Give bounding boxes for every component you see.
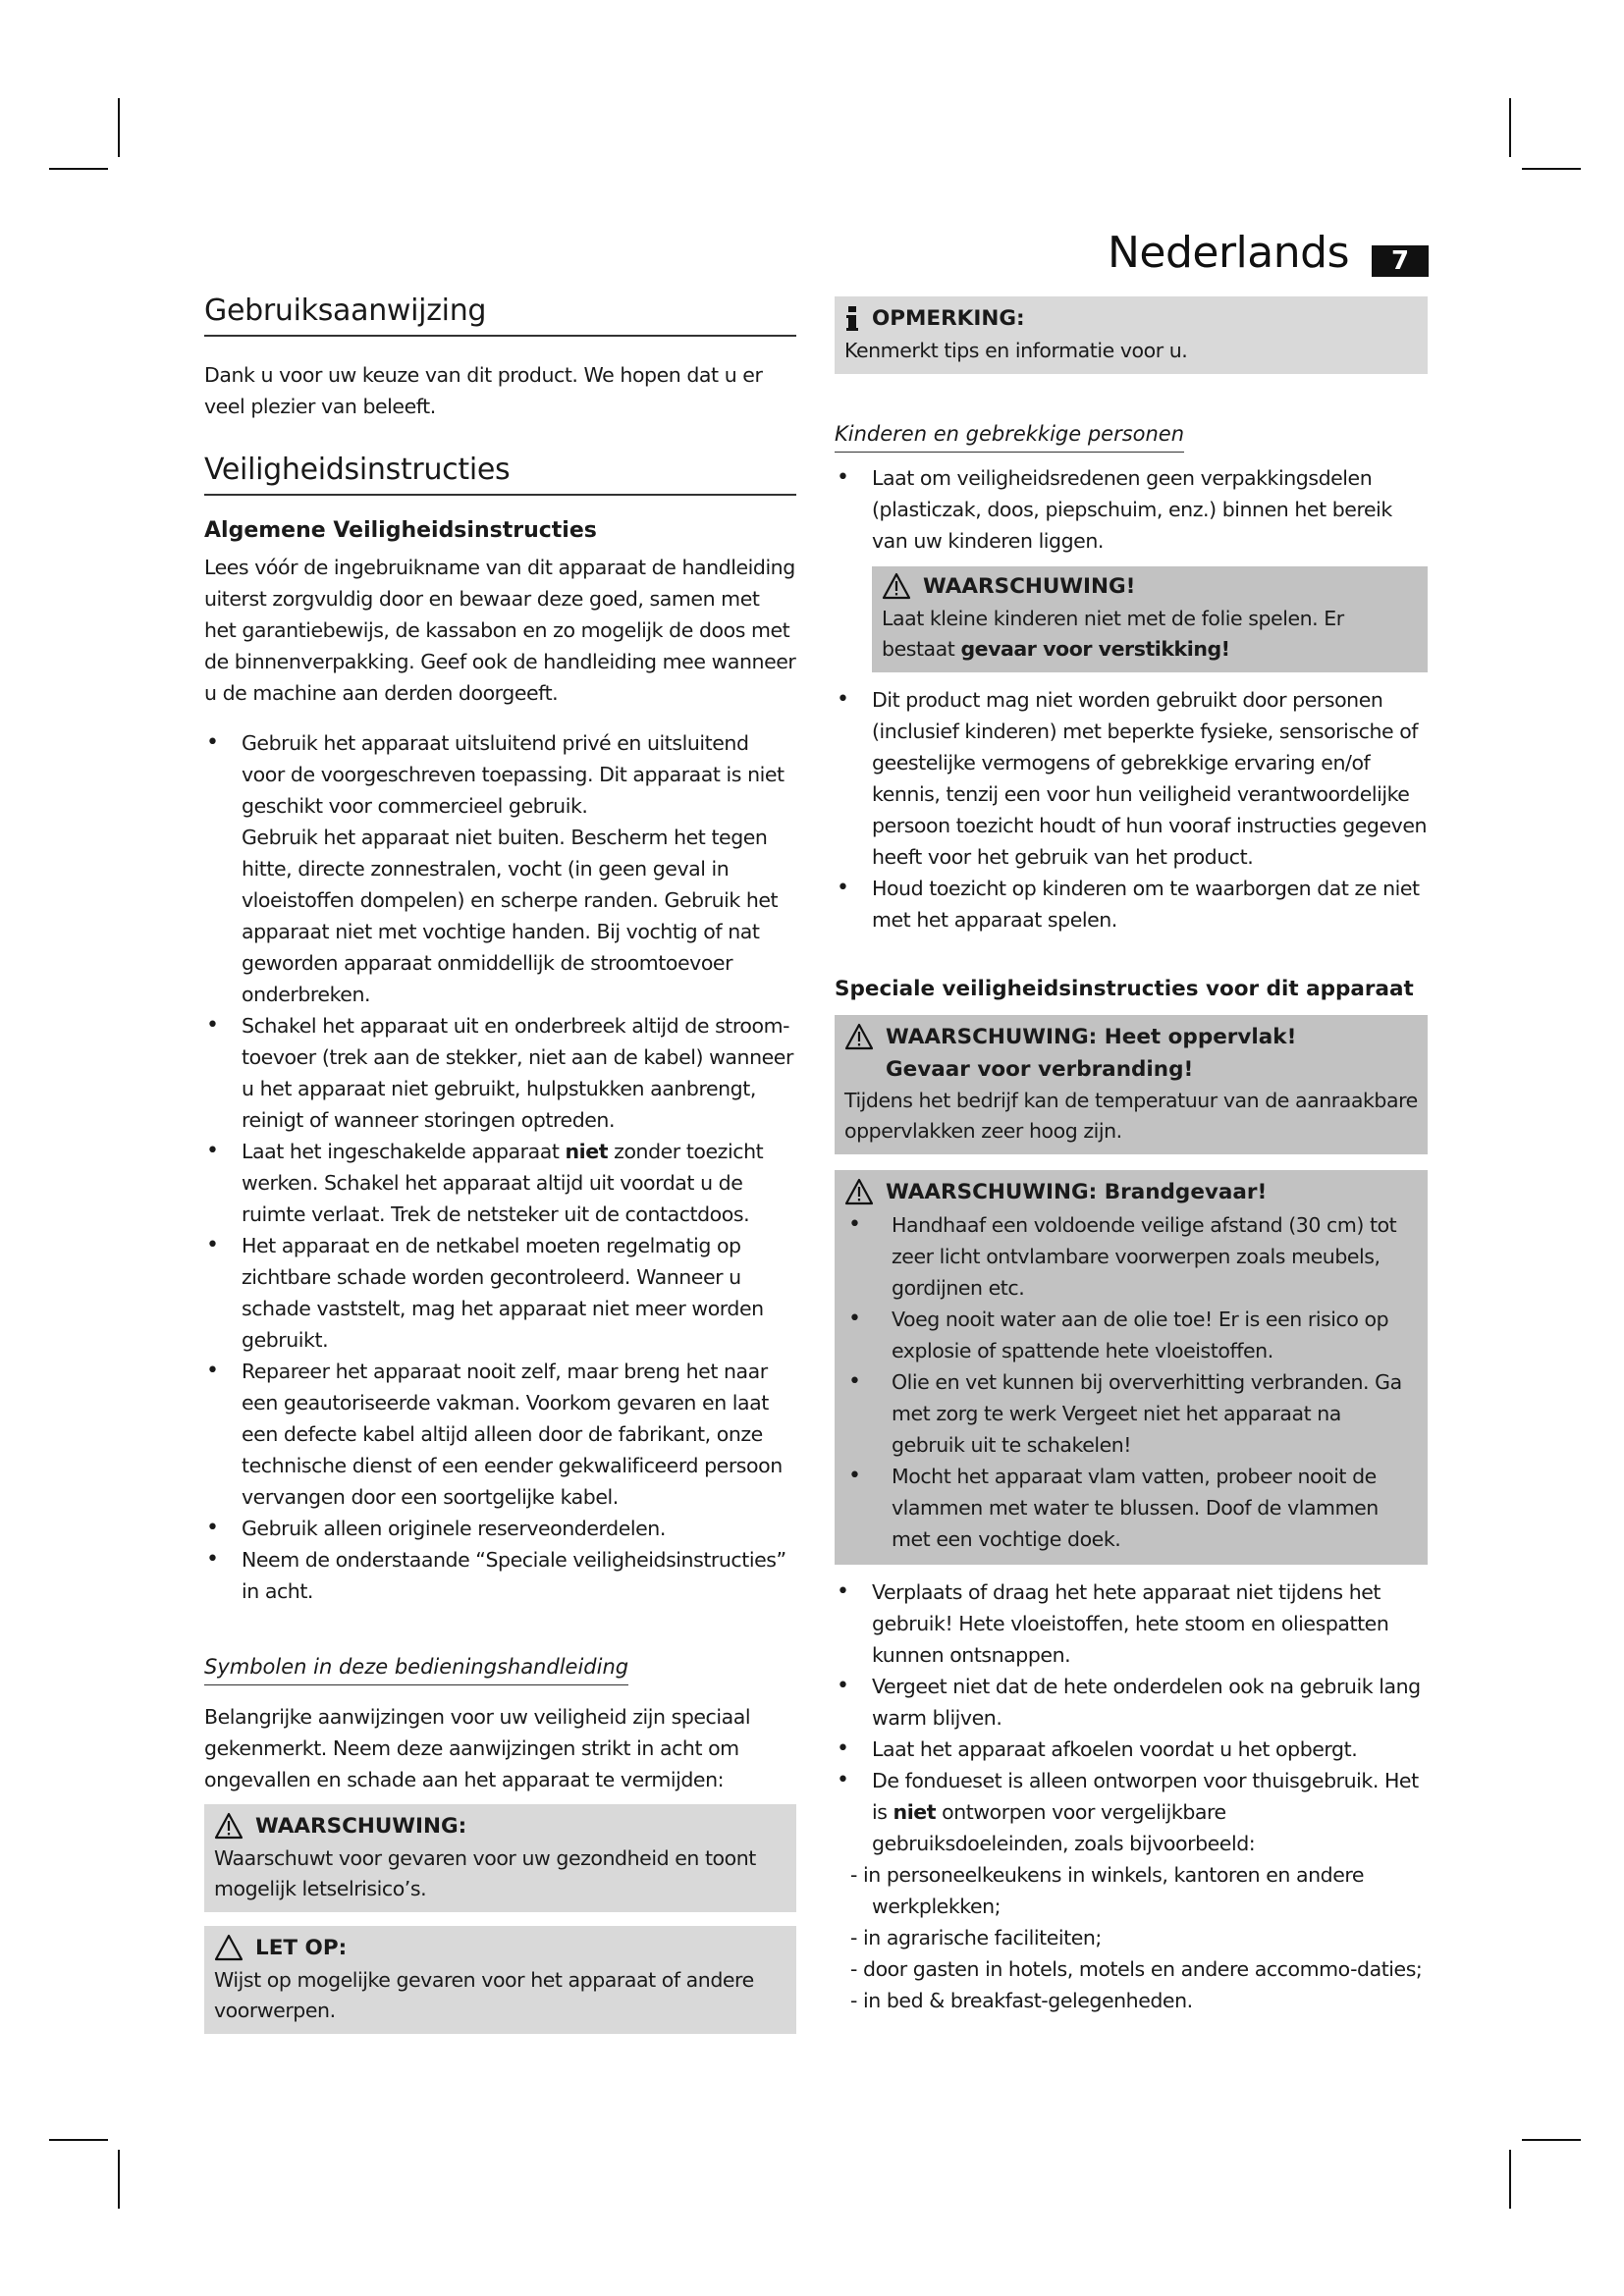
list-item (835, 1765, 1428, 2016)
list-item-text: zonder toezicht werken. Schakel het apparaat altijd uit voordat u de ruimte verlaat. Trek de netsteker uit de contactdoos. (242, 1140, 764, 1226)
general-safety-title: Algemene Veiligheidsinstructies (204, 518, 597, 543)
list-item: • Gebruik alleen originele reserveonderdelen. (204, 1513, 796, 1544)
general-safety-text: Lees vóór de ingebruikname van dit apparaat de handleiding uiterst zorgvuldig door en bewaar deze goed, samen met het garantiebewijs, de kassabon en zo mogelijk de doos met de binnenverpakking. Geef ook de handleiding mee wanneer u de machine aan derden doorgeeft. (204, 556, 796, 705)
list-item-text: De fondueset is alleen ontworpen voor thuisgebruik. Het is (872, 1769, 1419, 1824)
usage-exclusion-list (833, 1859, 1428, 2016)
crop-mark (118, 98, 120, 157)
list-item: • Olie en vet kunnen bij oververhitting verbranden. Ga met zorg te werk Vergeet niet het apparaat na gebruik uit te schakelen! (844, 1366, 1418, 1461)
warning-triangle-icon (844, 1178, 878, 1207)
hot-surface-title (844, 1021, 1418, 1054)
child-warning-title (882, 570, 1418, 604)
child-warning-body: Laat kleine kinderen niet met de folie spelen. Er bestaat (882, 607, 1344, 661)
list-item: • Mocht het apparaat vlam vatten, probeer nooit de vlammen met water te blussen. Doof de vlammen met een vochtige doek. (844, 1461, 1418, 1555)
list-item (204, 1136, 796, 1230)
crop-mark (118, 2150, 120, 2209)
info-icon (844, 304, 864, 334)
list-item-text: ontworpen voor vergelijkbare gebruiksdoeleinden, zoals bijvoorbeeld: (872, 1800, 1256, 1855)
crop-mark (49, 2139, 108, 2141)
list-item-text: Gebruik het apparaat niet buiten. Bescherm het tegen hitte, directe zonnestralen, vocht (in geen geval in vloeistoffen dompelen) en scherpe randen. Gebruik het apparaat niet met vochtige handen. Bij vochtig of nat geworden apparaat onmiddellijk de stroomtoevoer onderbreken. (242, 826, 779, 1006)
page-number: 7 (1372, 245, 1429, 277)
list-item: • Voeg nooit water aan de olie toe! Er is een risico op explosie of spattende hete vloeistoffen. (844, 1304, 1418, 1366)
children-list-2 (835, 684, 1428, 935)
intro-text: Dank u voor uw keuze van dit product. We hopen dat u er veel plezier van beleeft. (204, 363, 763, 418)
crop-mark (49, 168, 108, 170)
warning-box-title (214, 1810, 786, 1843)
hot-surface-label: WAARSCHUWING: Heet oppervlak! (886, 1025, 1297, 1049)
caution-box-title (214, 1932, 786, 1965)
special-safety-title: Speciale veiligheidsinstructies voor dit apparaat (835, 977, 1414, 1001)
dash-item: - door gasten in hotels, motels en andere accommo-daties; (850, 1957, 1423, 1981)
emphasis: niet (893, 1800, 937, 1824)
fire-hazard-list (844, 1209, 1418, 1555)
hot-surface-box (835, 1015, 1428, 1154)
hot-surface-subtitle: Gevaar voor verbranding! (886, 1057, 1194, 1082)
child-warning-emphasis: gevaar voor verstikking! (960, 637, 1230, 661)
page-title: Gebruiksaanwijzing (204, 294, 796, 337)
list-item: • Houd toezicht op kinderen om te waarborgen dat ze niet met het apparaat spelen. (835, 873, 1428, 935)
children-list-1 (835, 462, 1428, 557)
dash-item: - in bed & breakfast-gelegenheden. (850, 1989, 1193, 2012)
warning-triangle-icon (214, 1812, 247, 1842)
child-warning-box (872, 566, 1428, 672)
caution-box-label: LET OP: (255, 1936, 348, 1960)
symbols-text: Belangrijke aanwijzingen voor uw veiligheid zijn speciaal gekenmerkt. Neem deze aanwijzingen strikt in acht om ongevallen en schade aan het apparaat te vermijden: (204, 1705, 751, 1791)
fire-hazard-label: WAARSCHUWING: Brandgevaar! (886, 1180, 1268, 1204)
list-item: • Verplaats of draag het hete apparaat niet tijdens het gebruik! Hete vloeistoffen, hete stoom en oliespatten kunnen ontsnappen. (835, 1576, 1428, 1671)
list-item: • Neem de onderstaande “Speciale veiligheidsinstructies” in acht. (204, 1544, 796, 1607)
children-title: Kinderen en gebrekkige personen (835, 422, 1184, 453)
warning-triangle-icon (882, 572, 915, 602)
note-box-label: OPMERKING: (872, 306, 1025, 331)
list-item: • Dit product mag niet worden gebruikt door personen (inclusief kinderen) met beperkte fysieke, sensorische of geestelijke vermogens of gebrekkige ervaring en/of kennis, tenzij een voor hun veiligheid verantwoordelijke persoon toezicht houdt of hun vooraf instructies gegeven heeft voor het gebruik van het product. (835, 684, 1428, 873)
note-box (835, 296, 1428, 374)
list-item: • Repareer het apparaat nooit zelf, maar breng het naar een geautoriseerde vakman. Voorkom gevaren en laat een defecte kabel altijd alleen door de fabrikant, onze technische dienst of een eender gekwalificeerd persoon vervangen door een soortgelijke kabel. (204, 1356, 796, 1513)
hot-surface-text: Tijdens het bedrijf kan de temperatuur van de aanraakbare oppervlakken zeer hoog zijn. (844, 1089, 1418, 1143)
warning-box-text: Waarschuwt voor gevaren voor uw gezondheid en toont mogelijk letselrisico’s. (214, 1846, 756, 1900)
list-item (204, 727, 796, 1010)
note-box-text: Kenmerkt tips en informatie voor u. (844, 339, 1188, 362)
dash-item: - in personeelkeukens in winkels, kantoren en andere werkplekken; (850, 1863, 1365, 1918)
list-item: • Vergeet niet dat de hete onderdelen ook na gebruik lang warm blijven. (835, 1671, 1428, 1734)
warning-box (204, 1804, 796, 1912)
language-header: Nederlands (1107, 228, 1349, 278)
list-item: • Handhaaf een voldoende veilige afstand (30 cm) tot zeer licht ontvlambare voorwerpen zoals meubels, gordijnen etc. (844, 1209, 1418, 1304)
caution-box (204, 1926, 796, 2034)
list-item: • Het apparaat en de netkabel moeten regelmatig op zichtbare schade worden gecontroleerd. Wanneer u schade vaststelt, mag het apparaat niet meer worden gebruikt. (204, 1230, 796, 1356)
list-item: • Schakel het apparaat uit en onderbreek altijd de stroom-toevoer (trek aan de stekker, niet aan de kabel) wanneer u het apparaat niet gebruikt, hulpstukken aanbrengt, reinigt of wanneer storingen optreden. (204, 1010, 796, 1136)
general-safety-list (204, 727, 796, 1607)
crop-mark (1522, 2139, 1581, 2141)
crop-mark (1522, 168, 1581, 170)
list-item-text: Gebruik het apparaat uitsluitend privé en uitsluitend voor de voorgeschreven toepassing. Dit apparaat is niet geschikt voor commercieel gebruik. (242, 731, 785, 818)
fire-hazard-title (844, 1176, 1418, 1209)
crop-mark (1509, 2150, 1511, 2209)
note-box-title (844, 302, 1418, 336)
list-item: • Laat het apparaat afkoelen voordat u het opbergt. (835, 1734, 1428, 1765)
warning-box-label: WAARSCHUWING: (255, 1814, 467, 1839)
special-safety-list (835, 1576, 1428, 2016)
list-item-text: Laat het ingeschakelde apparaat (242, 1140, 566, 1163)
dash-item: - in agrarische faciliteiten; (850, 1926, 1102, 1949)
crop-mark (1509, 98, 1511, 157)
warning-triangle-icon (844, 1023, 878, 1052)
list-item: • Laat om veiligheidsredenen geen verpakkingsdelen (plasticzak, doos, piepschuim, enz.) binnen het bereik van uw kinderen liggen. (835, 462, 1428, 557)
symbols-title: Symbolen in deze bedieningshandleiding (204, 1655, 628, 1685)
child-warning-label: WAARSCHUWING! (923, 574, 1136, 599)
child-warning-text (882, 604, 1418, 665)
safety-title: Veiligheidsinstructies (204, 454, 796, 496)
emphasis: niet (565, 1140, 609, 1163)
fire-hazard-box (835, 1170, 1428, 1565)
caution-box-text: Wijst op mogelijke gevaren voor het apparaat of andere voorwerpen. (214, 1968, 754, 2022)
caution-triangle-icon (214, 1934, 247, 1963)
